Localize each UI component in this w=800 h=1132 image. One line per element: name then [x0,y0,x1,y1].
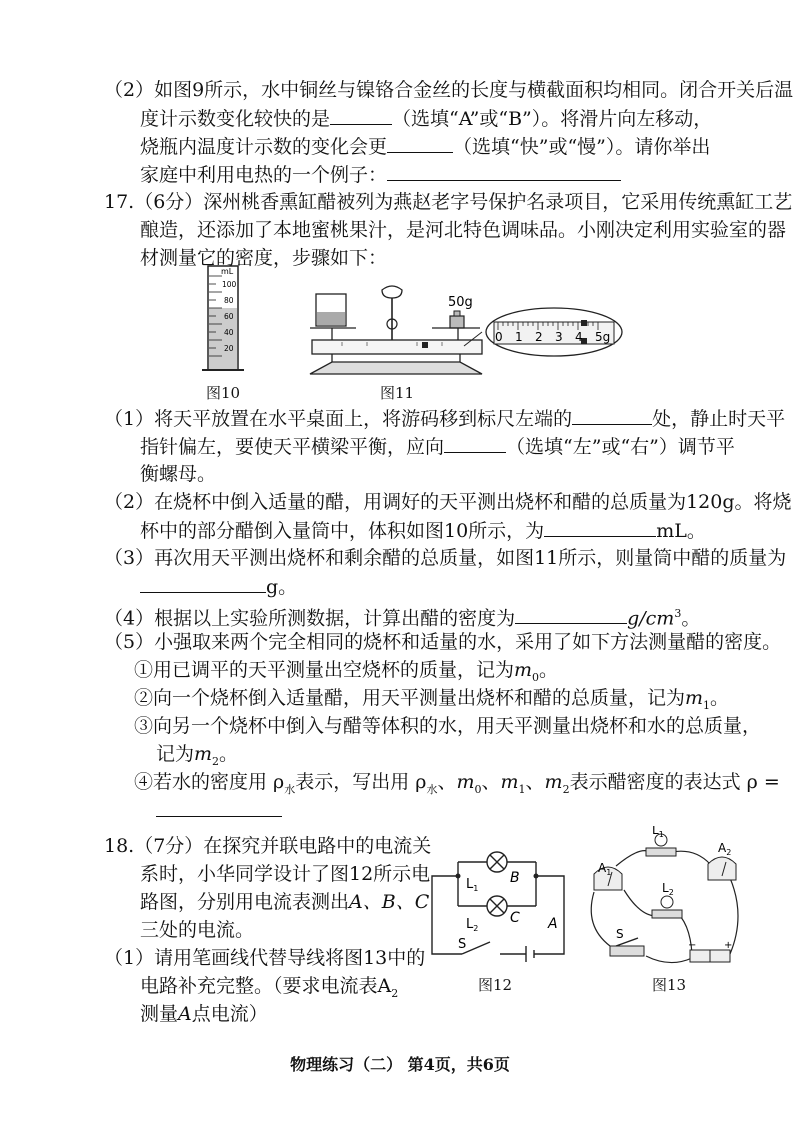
lamp-label-l2: $L_2$ [466,917,479,933]
q17-5-step1: ①用已调平的天平测量出空烧杯的质量，记为$m_0$。 [134,659,559,684]
circuit-diagram-figure [424,842,574,964]
switch-label: S [458,937,467,952]
weight-label: 50g [448,295,473,310]
answer-blank[interactable] [544,518,656,537]
q18-line3: 路图，分别用电流表测出A、B、C [140,891,430,913]
cylinder-unit: mL [221,267,234,276]
answer-blank[interactable] [572,406,652,425]
scale-label: 1 [515,330,523,344]
q17-1-line2: 指针偏左，要使天平横梁平衡，应向 （选填“左”或“右”）调节平 [140,436,735,458]
switch-label: S [616,927,624,941]
point-label-c: C [510,910,520,926]
answer-blank[interactable] [330,106,392,125]
q18-line2: 系时，小华同学设计了图12所示电 [140,863,431,885]
q17-1-line3: 衡螺母。 [140,463,217,485]
scale-label: 3 [555,330,563,344]
fig11-caption: 图11 [380,384,415,402]
point-label-a: A [548,916,558,932]
q18-line4: 三处的电流。 [140,919,255,941]
q17-4-line: （4）根据以上实验所测数据，计算出醋的密度为 $g/cm^3$。 [104,607,701,630]
lamp-label-l2: $L_2$ [662,881,674,897]
q17-5-expression-line [156,798,282,823]
tick-label: 80 [224,296,234,305]
tick-label: 100 [222,280,237,289]
answer-blank[interactable] [387,162,621,181]
q18-1-line3: 测量A点电流） [140,1003,268,1025]
q16-2-line2: 度计示数变化较快的是 （选填“A”或“B”）。将滑片向左移动， [140,108,713,130]
q16-2-line4: 家庭中利用电热的一个例子： [140,162,621,187]
answer-blank[interactable] [140,574,266,593]
answer-blank[interactable] [515,605,627,624]
point-label-b: B [510,870,520,886]
q17-5-line: （5）小强取来两个完全相同的烧杯和适量的水，采用了如下方法测量醋的密度。 [104,631,782,653]
answer-blank[interactable] [156,798,282,817]
q17-5-step3: ③向另一个烧杯中倒入与醋等体积的水，用天平测量出烧杯和水的总质量， [134,715,762,737]
q18-1-line2: 电路补充完整。（要求电流表$A_2$ [140,975,399,1000]
fig10-caption: 图10 [206,384,241,402]
fig12-caption: 图12 [478,976,513,994]
answer-blank[interactable] [444,434,506,453]
scale-label: 4 [575,330,583,344]
scale-label: 5g [595,330,611,344]
tick-label: 20 [224,344,234,353]
answer-blank[interactable] [387,134,453,153]
battery-plus: + [724,940,733,951]
physical-circuit-figure [580,826,750,972]
q17-line2: 酿造，还添加了本地蜜桃果汁，是河北特色调味品。小刚决定利用实验室的器 [140,219,787,241]
scale-label: 0 [495,330,503,344]
q16-2-line3: 烧瓶内温度计示数的变化会更 （选填“快”或“慢”）。请你举出 [140,136,711,158]
lamp-label-l1: $L_1$ [466,877,479,893]
tick-label: 60 [224,312,234,321]
q16-2-line1: （2）如图9所示，水中铜丝与镍铬合金丝的长度与横截面积均相同。闭合开关后温 [104,79,794,101]
fig13-caption: 图13 [652,976,687,994]
q18-line1: 18.（7分）在探究并联电路中的电流关 [104,835,432,857]
ammeter-label-a2: $A_2$ [718,841,732,857]
graduated-cylinder-figure [200,262,250,380]
page-footer: 物理练习（二） 第4页，共6页 [290,1055,510,1074]
q17-3-line1: （3）再次用天平测出烧杯和剩余醋的总质量，如图11所示，则量筒中醋的质量为 [104,547,787,569]
q17-3-line2: g。 [140,574,297,599]
q17-2-line2: 杯中的部分醋倒入量筒中，体积如图10所示，为 mL。 [140,520,706,542]
q17-2-line1: （2）在烧杯中倒入适量的醋，用调好的天平测出烧杯和醋的总质量为120g。将烧 [104,491,792,513]
q17-5-step2: ②向一个烧杯倒入适量醋，用天平测量出烧杯和醋的总质量，记为$m_1$。 [134,687,730,712]
q17-5-step4: ④若水的密度用 $\rho_水$表示，写出用 $\rho_水$、$m_0$、$m_1$、$m_2$表示醋密度的表达式 ρ = [134,771,780,796]
q17-1-line1: （1）将天平放置在水平桌面上，将游码移到标尺左端的 处，静止时天平 [104,408,786,430]
ammeter-label-a1: $A_1$ [598,861,612,877]
tick-label: 40 [224,328,234,337]
q17-line1: 17.（6分）深州桃香熏缸醋被列为燕赵老字号保护名录项目，它采用传统熏缸工艺 [104,191,793,213]
q17-line3: 材测量它的密度，步骤如下： [140,247,388,269]
q18-1-line1: （1）请用笔画线代替导线将图13中的 [104,947,426,969]
balance-figure [292,284,624,382]
scale-label: 2 [535,330,543,344]
q17-5-step3-cont: 记为$m_2$。 [156,743,239,768]
battery-minus: − [688,940,697,951]
lamp-label-l1: $L_1$ [652,826,664,839]
